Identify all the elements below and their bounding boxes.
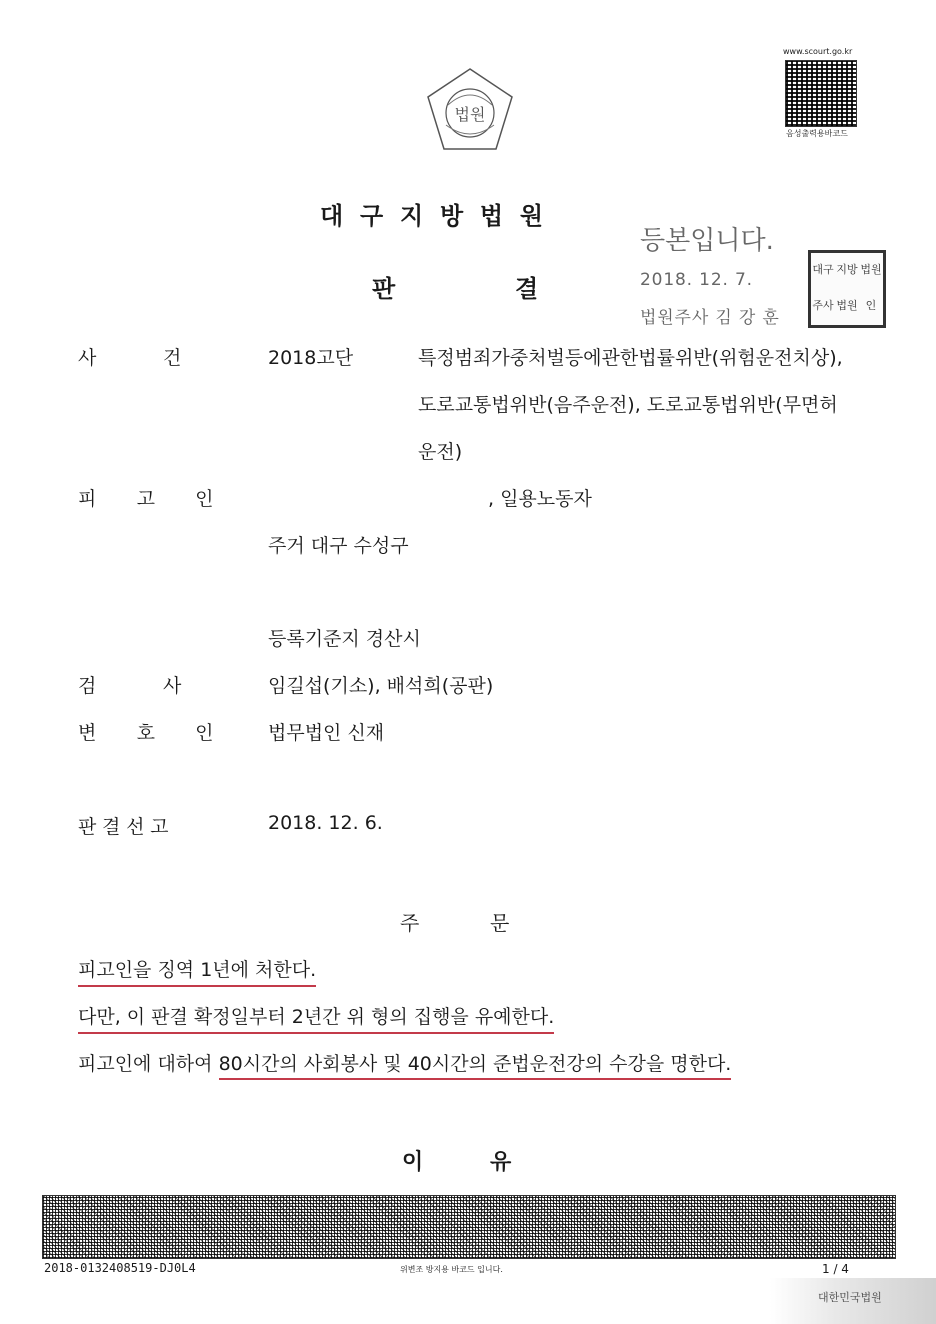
defendant-registry: 등록기준지 경산시 (268, 628, 421, 650)
reason-heading-first: 이 (402, 1150, 424, 1175)
footer-organization: 대한민국법원 (818, 1291, 882, 1304)
prosecutor-label-second: 사 (163, 675, 182, 697)
seal-char: 주사 (812, 299, 834, 312)
case-label-first: 사 (78, 347, 97, 369)
defendant-label: 피 고 인 (78, 488, 231, 510)
order-line-community-service (78, 1049, 731, 1076)
page-number: 1 / 4 (822, 1262, 849, 1276)
case-name-line3: 운전) (418, 441, 463, 463)
defendant-occupation: , 일용노동자 (488, 488, 592, 510)
certification-clerk: 법원주사 김 강 훈 (640, 308, 780, 328)
judgment-date-label: 판결선고 (78, 816, 175, 838)
order-line-probation: 다만, 이 판결 확정일부터 2년간 위 형의 집행을 유예한다. (78, 1002, 554, 1034)
order-heading-second: 문 (490, 911, 510, 935)
anti-forgery-note: 위변조 방지용 바코드 입니다. (400, 1265, 503, 1274)
case-label-second: 건 (163, 347, 182, 369)
seal-char: 법원 (836, 299, 858, 312)
voice-barcode (785, 60, 857, 127)
counsel-label: 변 호 인 (78, 722, 231, 744)
court-name: 대구지방법원 (320, 202, 560, 230)
case-name-line2: 도로교통법위반(음주운전), 도로교통법위반(무면허 (418, 394, 838, 416)
order-line-sentence: 피고인을 징역 1년에 처한다. (78, 955, 316, 987)
order-line3-underlined: 80시간의 사회봉사 및 40시간의 준법운전강의 수강을 명한다. (219, 1053, 732, 1080)
judgment-date-value: 2018. 12. 6. (268, 812, 383, 834)
certified-copy-text: 등본입니다. (640, 226, 774, 256)
document-code: 2018-0132408519-DJ0L4 (44, 1261, 196, 1275)
reason-heading-second: 유 (490, 1150, 512, 1175)
prosecutor-value: 임길섭(기소), 배석희(공판) (268, 675, 494, 697)
qr-caption: 음성출력용바코드 (786, 129, 848, 138)
qr-url: www.scourt.go.kr (783, 47, 853, 56)
case-number: 2018고단 (268, 347, 354, 369)
certification-date: 2018. 12. 7. (640, 270, 753, 290)
seal-char: 인 (865, 299, 877, 312)
seal-char: 지방 (836, 263, 858, 276)
defendant-residence: 주거 대구 수성구 (268, 535, 409, 557)
seal-char: 대구 (812, 263, 834, 276)
seal-char: 법원 (860, 263, 882, 276)
order-heading-first: 주 (400, 911, 420, 935)
official-seal (808, 250, 886, 328)
court-emblem-icon (420, 65, 520, 155)
emblem-text: 법원 (454, 105, 486, 124)
order-line3-prefix: 피고인에 대하여 (78, 1053, 219, 1075)
prosecutor-label-first: 검 (78, 675, 97, 697)
counsel-value: 법무법인 신재 (268, 722, 385, 744)
anti-forgery-barcode (42, 1195, 896, 1259)
doc-title-second: 결 (515, 275, 539, 303)
case-name-line1: 특정범죄가중처벌등에관한법률위반(위험운전치상), (418, 347, 843, 369)
doc-title-first: 판 (372, 275, 396, 303)
